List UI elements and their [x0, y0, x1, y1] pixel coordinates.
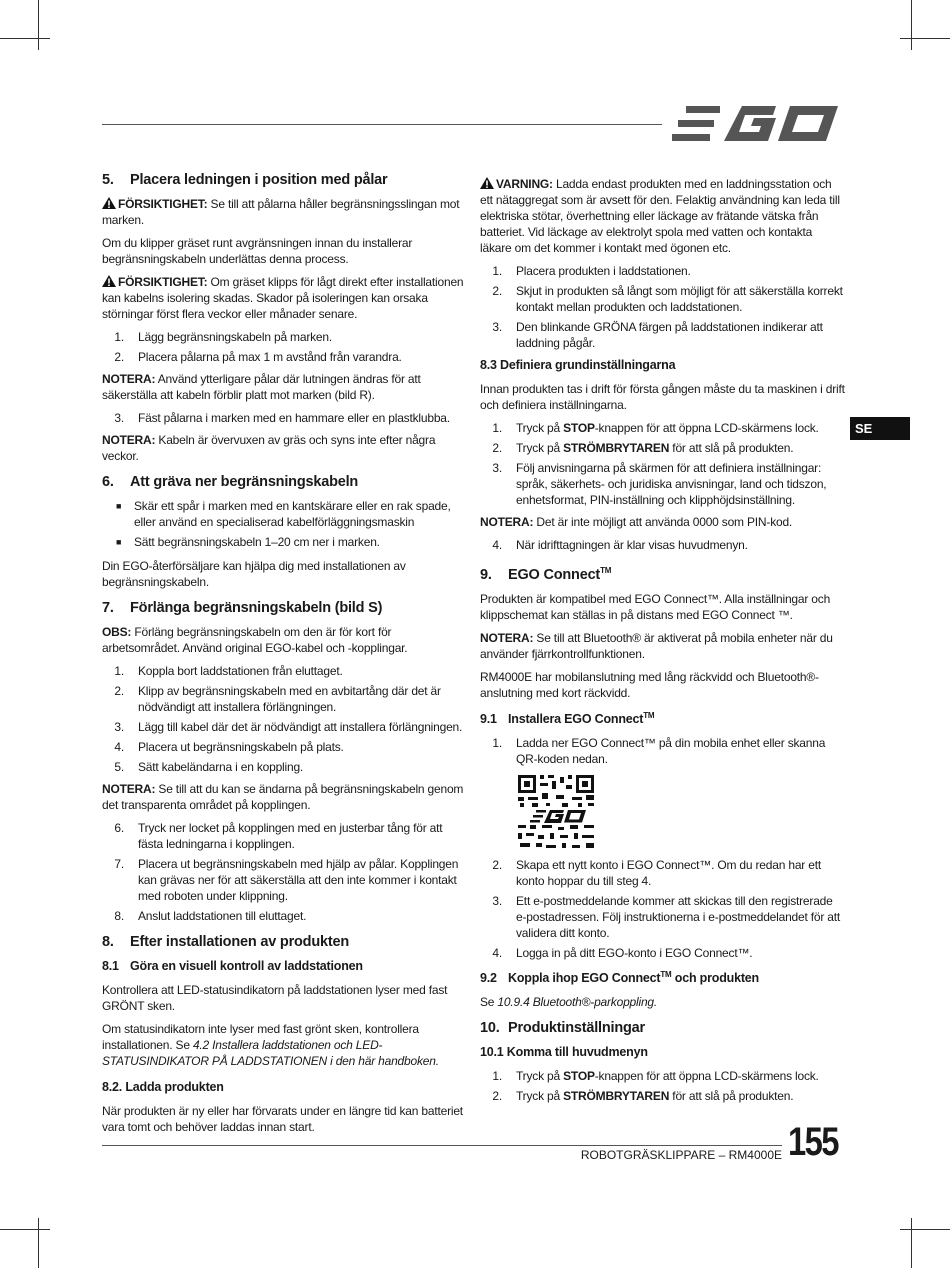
- note-paragraph: OBS: Förläng begränsningskabeln om den är för kort för arbetsområdet. Använd original EGO-kabel och -kopplingar.: [102, 625, 408, 655]
- section-8-1-heading: 8.1 Göra en visuell kontroll av laddstationen: [102, 959, 363, 973]
- list-item: 1. Koppla bort laddstationen från eluttaget.: [114, 664, 343, 678]
- paragraph: Kontrollera att LED-statusindikatorn på laddstationen lyser med fast GRÖNT sken.: [102, 983, 448, 1013]
- warning-triangle-icon: [102, 275, 116, 287]
- qr-code: [516, 773, 598, 851]
- list-item: 2. Klipp av begränsningskabeln med en avbitartång där det är nödvändigt att installera förlängningen.: [114, 684, 441, 714]
- list-item: 4. Logga in på ditt EGO-konto i EGO Connect™.: [492, 945, 753, 960]
- paragraph: RM4000E har mobilanslutning med lång räckvidd och Bluetooth®-anslutning med kort räckvidd.: [480, 669, 819, 700]
- list-item: 3. Följ anvisningarna på skärmen för att definiera inställningar: språk, säkerhets- och juridiska anvisningar, land och tidszon, enhetsformat, PIN-inställning och klipphöjdsinställning.: [492, 461, 827, 507]
- list-item: 2. Skapa ett nytt konto i EGO Connect™. Om du redan har ett konto hoppar du till steg 4.: [492, 857, 821, 888]
- paragraph: Om du klipper gräset runt avgränsningen innan du installerar begränsningskabeln underlättas denna process.: [102, 236, 413, 266]
- list-item: 7. Placera ut begränsningskabeln med hjälp av pålar. Kopplingen kan grävas ner för att säkerställa att den inte kommer i kontakt med roboten under klippning.: [114, 857, 459, 903]
- crop-mark: [38, 1218, 39, 1268]
- footer-product-name: ROBOTGRÄSKLIPPARE – RM4000E: [580, 1148, 782, 1162]
- note-paragraph: NOTERA: Det är inte möjligt att använda 0000 som PIN-kod.: [480, 515, 793, 529]
- note-paragraph: NOTERA: Kabeln är övervuxen av gräs och syns inte efter några veckor.: [102, 433, 436, 463]
- caution-paragraph: FÖRSIKTIGHET: Se till att pålarna håller begränsningsslingan mot marken.: [102, 197, 460, 227]
- bullet-icon: ■: [116, 501, 122, 511]
- ego-logo: [672, 104, 844, 144]
- warning-triangle-icon: [102, 197, 116, 209]
- paragraph: Se 10.9.4 Bluetooth®-parkoppling.: [480, 995, 658, 1010]
- warning-triangle-icon: [480, 177, 494, 189]
- numbered-list: [480, 537, 846, 553]
- paragraph: Produkten är kompatibel med EGO Connect™. Alla inställningar och klippschemat kan ställas in på distans med EGO Connect ™.: [480, 591, 831, 622]
- paragraph: När produkten är ny eller har förvarats under en längre tid kan batteriet vara tomt och behöver laddas innan start.: [102, 1104, 463, 1134]
- crop-mark: [900, 1229, 950, 1230]
- numbered-list: [480, 735, 846, 767]
- list-item: 1. Lägg begränsningskabeln på marken.: [114, 330, 333, 344]
- list-item: 4. När idrifttagningen är klar visas huvudmenyn.: [492, 538, 748, 552]
- numbered-list: [480, 1068, 846, 1104]
- list-item: 2. Tryck på STRÖMBRYTAREN för att slå på produkten.: [492, 1089, 794, 1104]
- list-item: 2. Skjut in produkten så långt som möjligt för att säkerställa korrekt kontakt mellan produkten och laddstationen.: [492, 284, 843, 314]
- numbered-list: [102, 663, 464, 775]
- section-9-heading: 9. EGO Connect™: [480, 566, 612, 583]
- list-item: 3. Den blinkande GRÖNA färgen på laddstationen indikerar att laddning pågår.: [492, 320, 823, 350]
- language-tab: SE: [850, 417, 910, 440]
- numbered-list: [102, 410, 464, 426]
- crop-mark: [0, 1229, 50, 1230]
- list-item: 8. Anslut laddstationen till eluttaget.: [114, 909, 307, 923]
- list-item: ■ Skär ett spår i marken med en kantskärare eller en rak spade, eller använd en specialiserad kabelförläggningsmaskin: [116, 499, 451, 529]
- section-6-heading: 6. Att gräva ner begränsningskabeln: [102, 474, 359, 490]
- crop-mark: [900, 38, 950, 39]
- section-8-2-heading: 8.2. Ladda produkten: [102, 1080, 224, 1094]
- caution-paragraph: FÖRSIKTIGHET: Om gräset klipps för lågt direkt efter installationen kan kabelns isolering skadas. Skador på isoleringen kan orsaka störningar först flera veckor eller månader senare.: [102, 275, 464, 321]
- note-paragraph: NOTERA: Se till att Bluetooth® är aktiverat på mobila enheter när du använder fjärrkontrollfunktionen.: [480, 630, 833, 661]
- list-item: 5. Sätt kabeländarna i en koppling.: [114, 760, 304, 774]
- list-item: ■ Sätt begränsningskabeln 1–20 cm ner i marken.: [116, 535, 380, 549]
- page-number: 155: [788, 1120, 838, 1164]
- crop-mark: [911, 1218, 912, 1268]
- paragraph: Om statusindikatorn inte lyser med fast grönt sken, kontrollera installationen. Se 4.2 Installera laddstationen och LED-STATUSINDIKATOR PÅ LADDSTATIONEN i den här handboken.: [102, 1022, 439, 1068]
- left-column: [102, 170, 464, 1142]
- section-9-2-heading: 9.2 Koppla ihop EGO Connect™ och produkten: [480, 969, 759, 986]
- bullet-list: [102, 498, 464, 550]
- list-item: 3. Ett e-postmeddelande kommer att skickas till den registrerade e-postadressen. Följ instruktionerna i e-postmeddelandet för att validera ditt konto.: [492, 893, 841, 940]
- right-column: [480, 176, 846, 1110]
- numbered-list: [480, 857, 846, 961]
- section-5-heading: 5. Placera ledningen i position med pålar: [102, 172, 388, 188]
- list-item: 4. Placera ut begränsningskabeln på plats.: [114, 740, 344, 754]
- note-paragraph: NOTERA: Använd ytterligare pålar där lutningen ändras för att säkerställa att kabeln förblir platt mot marken (bild R).: [102, 372, 421, 402]
- crop-mark: [911, 0, 912, 50]
- list-item: 1. Tryck på STOP-knappen för att öppna LCD-skärmens lock.: [492, 421, 819, 435]
- paragraph: Din EGO-återförsäljare kan hjälpa dig med installationen av begränsningskabeln.: [102, 559, 406, 589]
- list-item: 2. Tryck på STRÖMBRYTAREN för att slå på produkten.: [492, 441, 794, 455]
- list-item: 3. Lägg till kabel där det är nödvändigt att installera förlängningen.: [114, 720, 463, 734]
- section-10-heading: 10. Produktinställningar: [480, 1020, 645, 1037]
- warning-paragraph: VARNING: Ladda endast produkten med en laddningsstation och ett nätaggregat som är avsett för den. Felaktig användning kan leda till elektriska stötar, överhettning eller läckage av frätande vätska från batteriet. Vid läckage av elektrolyt spola med vatten och kontakta läkare om det kommer i kontakt med ögonen etc.: [480, 177, 840, 255]
- crop-mark: [38, 0, 39, 50]
- header-rule: [102, 124, 662, 125]
- list-item: 1. Tryck på STOP-knappen för att öppna LCD-skärmens lock.: [492, 1069, 819, 1084]
- section-8-3-heading: 8.3 Definiera grundinställningarna: [480, 358, 676, 372]
- paragraph: Innan produkten tas i drift för första gången måste du ta maskinen i drift och definiera inställningarna.: [480, 382, 845, 412]
- list-item: 3. Fäst pålarna i marken med en hammare eller en plastklubba.: [114, 411, 450, 425]
- section-8-heading: 8. Efter installationen av produkten: [102, 934, 349, 950]
- list-item: 1. Ladda ner EGO Connect™ på din mobila enhet eller skanna QR-koden nedan.: [492, 735, 826, 766]
- list-item: 1. Placera produkten i laddstationen.: [492, 264, 691, 278]
- section-7-heading: 7. Förlänga begränsningskabeln (bild S): [102, 600, 383, 616]
- list-item: 6. Tryck ner locket på kopplingen med en justerbar tång för att fästa ledningarna i kopplingen.: [114, 821, 443, 851]
- note-paragraph: NOTERA: Se till att du kan se ändarna på begränsningskabeln genom det transparenta området på kopplingen.: [102, 782, 464, 812]
- section-9-1-heading: 9.1 Installera EGO Connect™: [480, 710, 655, 726]
- crop-mark: [0, 38, 50, 39]
- numbered-list: [102, 820, 464, 924]
- list-item: 2. Placera pålarna på max 1 m avstånd från varandra.: [114, 350, 402, 364]
- footer-rule: [102, 1145, 782, 1146]
- numbered-list: [480, 263, 846, 351]
- bullet-icon: ■: [116, 537, 122, 547]
- numbered-list: [480, 420, 846, 508]
- section-10-1-heading: 10.1 Komma till huvudmenyn: [480, 1045, 648, 1060]
- numbered-list: [102, 329, 464, 365]
